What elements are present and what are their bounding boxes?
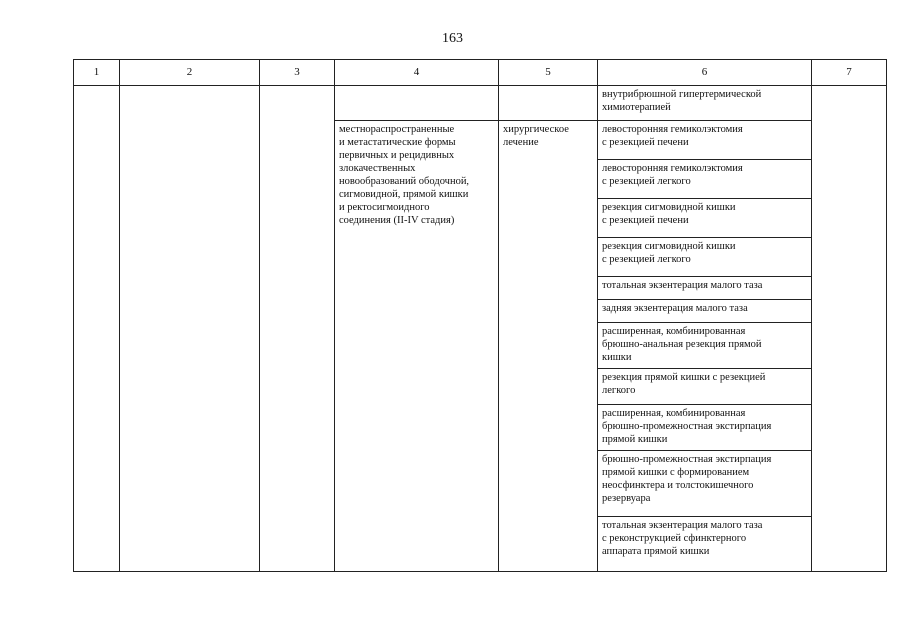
line: расширенная, комбинированная <box>602 326 746 337</box>
line: аппарата прямой кишки <box>602 546 710 557</box>
intervention-cell <box>598 238 812 277</box>
line: расширенная, комбинированная <box>602 408 746 419</box>
intervention-cell <box>598 369 812 405</box>
line: левосторонняя гемиколэктомия <box>602 124 743 135</box>
line: задняя экзентерация малого таза <box>602 303 748 314</box>
line: брюшно-анальная резекция прямой <box>602 339 762 350</box>
cell-col-5-continued <box>499 86 598 121</box>
continued-row <box>74 86 887 121</box>
header-col-7: 7 <box>812 60 887 86</box>
line: злокачественных <box>339 163 416 174</box>
line: с резекцией легкого <box>602 176 691 187</box>
cell-col-3 <box>260 86 335 572</box>
line: лечение <box>503 137 539 148</box>
line: с резекцией печени <box>602 215 689 226</box>
line: с резекцией легкого <box>602 254 691 265</box>
intervention-cell <box>598 451 812 517</box>
line: легкого <box>602 385 636 396</box>
header-col-5: 5 <box>499 60 598 86</box>
line: брюшно-промежностная экстирпация <box>602 421 772 432</box>
header-col-6: 6 <box>598 60 812 86</box>
intervention-cell <box>598 121 812 160</box>
line: неосфинктера и толстокишечного <box>602 480 754 491</box>
line: и ректосигмоидного <box>339 202 430 213</box>
line: левосторонняя гемиколэктомия <box>602 163 743 174</box>
cell-col-2 <box>120 86 260 572</box>
line: с реконструкцией сфинктерного <box>602 533 747 544</box>
line: прямой кишки <box>602 434 668 445</box>
line: резекция сигмовидной кишки <box>602 241 736 252</box>
line: резервуара <box>602 493 651 504</box>
line: с резекцией печени <box>602 137 689 148</box>
line: хирургическое <box>503 124 569 135</box>
intervention-cell <box>598 517 812 572</box>
header-col-1: 1 <box>74 60 120 86</box>
treatment-type <box>499 121 598 572</box>
cell-col-1 <box>74 86 120 572</box>
line: резекция прямой кишки с резекцией <box>602 372 766 383</box>
intervention-cell <box>598 300 812 323</box>
intervention-cell <box>598 277 812 300</box>
line: внутрибрюшной гипертермической <box>602 89 762 100</box>
line: первичных и рецидивных <box>339 150 455 161</box>
line: соединения (II-IV стадия) <box>339 215 455 226</box>
line: брюшно-промежностная экстирпация <box>602 454 772 465</box>
header-row <box>74 60 887 86</box>
line: резекция сигмовидной кишки <box>602 202 736 213</box>
line: тотальная экзентерация малого таза <box>602 520 763 531</box>
cell-col-4-continued <box>335 86 499 121</box>
line: кишки <box>602 352 632 363</box>
intervention-continued <box>598 86 812 121</box>
line: прямой кишки с формированием <box>602 467 750 478</box>
intervention-cell <box>598 323 812 369</box>
diagnosis-description <box>335 121 499 572</box>
header-col-2: 2 <box>120 60 260 86</box>
page-number: 163 <box>442 31 463 46</box>
line: и метастатические формы <box>339 137 456 148</box>
cell-col-7 <box>812 86 887 572</box>
medical-table-frame <box>73 59 887 572</box>
line: новообразований ободочной, <box>339 176 470 187</box>
intervention-cell <box>598 405 812 451</box>
intervention-cell <box>598 160 812 199</box>
line: тотальная экзентерация малого таза <box>602 280 763 291</box>
line: сигмовидной, прямой кишки <box>339 189 469 200</box>
header-col-3: 3 <box>260 60 335 86</box>
header-col-4: 4 <box>335 60 499 86</box>
medical-care-table <box>73 59 887 572</box>
line: химиотерапией <box>602 102 671 113</box>
line: местнораспространенные <box>339 124 455 135</box>
intervention-cell <box>598 199 812 238</box>
